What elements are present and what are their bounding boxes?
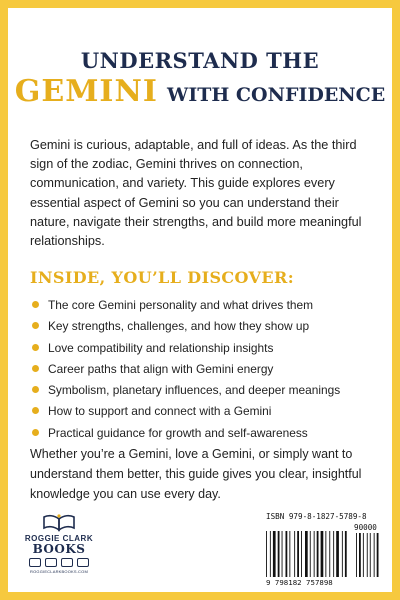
list-item bbox=[30, 403, 380, 424]
closing-paragraph: Whether you’re a Gemini, love a Gemini, or simply want to understand them better, this guide gives you clear, insightful knowledge you can use every day. bbox=[30, 447, 362, 501]
list-item bbox=[30, 318, 380, 339]
headline bbox=[8, 48, 392, 112]
list-item bbox=[30, 382, 380, 403]
bullet-icon bbox=[32, 344, 39, 351]
list-item-text: Symbolism, planetary influences, and deeper meanings bbox=[48, 383, 341, 398]
list-item-text: Love compatibility and relationship insights bbox=[48, 340, 274, 355]
publisher-icon-row bbox=[20, 558, 98, 567]
list-item bbox=[30, 361, 380, 382]
discover-list bbox=[30, 297, 380, 446]
book-icon bbox=[29, 558, 41, 567]
chart-icon bbox=[77, 558, 89, 567]
publisher-logo bbox=[20, 513, 98, 587]
list-item-text: How to support and connect with a Gemini bbox=[48, 404, 272, 419]
section-title: INSIDE, YOU’LL DISCOVER: bbox=[30, 268, 295, 287]
bullet-icon bbox=[32, 386, 39, 393]
barcode-bars bbox=[262, 521, 386, 579]
bullet-icon bbox=[32, 301, 39, 308]
barcode-addon-number: 90000 bbox=[354, 523, 377, 532]
headphones-icon bbox=[61, 558, 73, 567]
list-item-text: Career paths that align with Gemini energy bbox=[48, 361, 274, 376]
headline-highlight: GEMINI bbox=[14, 74, 158, 109]
list-item-text: Practical guidance for growth and self-awareness bbox=[48, 425, 308, 440]
list-item-text: Key strengths, challenges, and how they show up bbox=[48, 319, 310, 334]
cover-panel bbox=[8, 8, 392, 592]
bullet-icon bbox=[32, 322, 39, 329]
barcode-number: 9 798182 757898 bbox=[266, 578, 333, 587]
isbn-barcode bbox=[262, 512, 386, 588]
bullet-icon bbox=[32, 365, 39, 372]
bullet-icon bbox=[32, 407, 39, 414]
headline-line2-rest: WITH CONFIDENCE bbox=[167, 84, 386, 106]
open-book-icon bbox=[42, 513, 76, 533]
bullet-icon bbox=[32, 429, 39, 436]
publisher-line2: BOOKS bbox=[32, 542, 86, 556]
tablet-icon bbox=[45, 558, 57, 567]
publisher-url: ROGGIECLARKBOOKS.COM bbox=[29, 569, 88, 574]
list-item bbox=[30, 297, 380, 318]
list-item-text: The core Gemini personality and what drives them bbox=[48, 298, 314, 312]
publisher-line1: ROGGIE CLARK bbox=[24, 534, 94, 543]
headline-line2 bbox=[8, 76, 392, 112]
list-item bbox=[30, 340, 380, 361]
list-item bbox=[30, 425, 380, 446]
headline-line1: UNDERSTAND THE bbox=[80, 48, 320, 73]
intro-paragraph: Gemini is curious, adaptable, and full of ideas. As the third sign of the zodiac, Gemini thrives on connection, communication, and variety. This guide explores every essential aspect of Gemini so you can understand their nature, navigate their strengths, and build more meaningful relationships. bbox=[30, 138, 362, 249]
isbn-label: ISBN 979-8-1827-5789-8 bbox=[266, 512, 367, 521]
